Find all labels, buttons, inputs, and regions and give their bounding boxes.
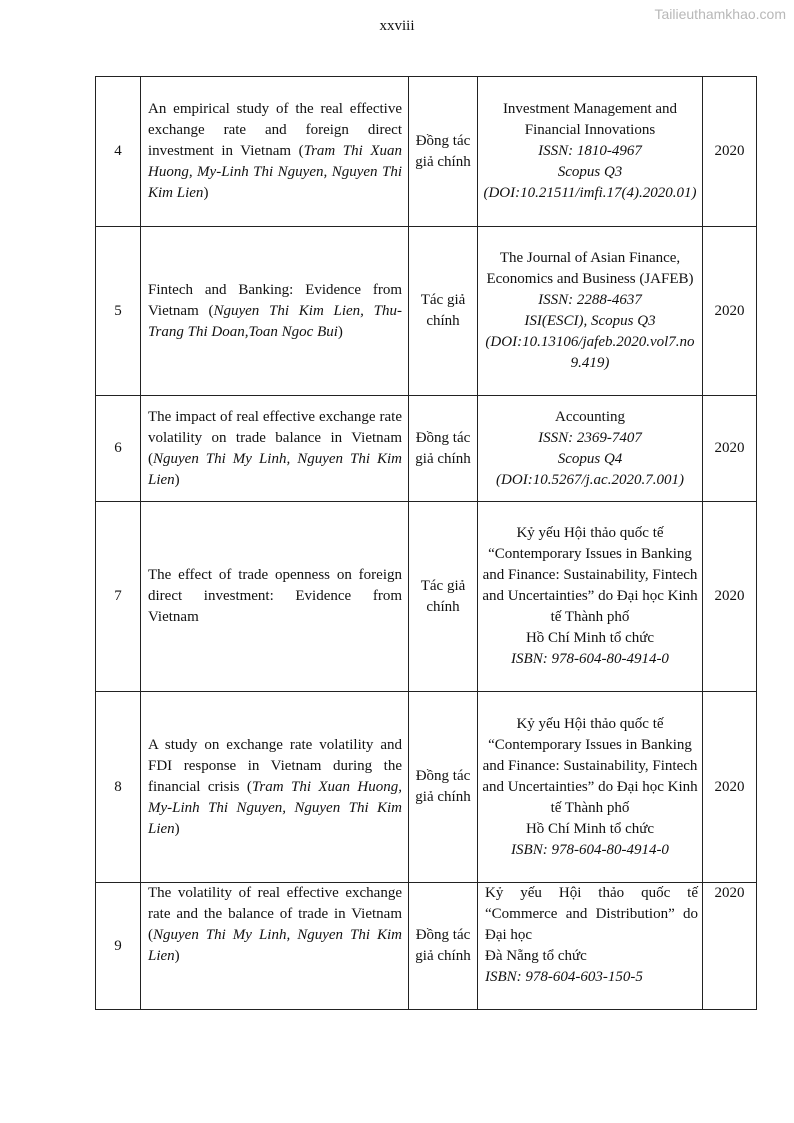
table-row	[96, 883, 757, 1010]
venue-organizer: Hồ Chí Minh tổ chức	[525, 630, 655, 646]
year: 2020	[703, 227, 757, 396]
venue-name: Kỷ yếu Hội thảo quốc tế “Commerce and Distribution” do Đại học	[485, 885, 698, 943]
venue-name: Investment Management and Financial Innovations	[502, 101, 678, 138]
venue-organizer: Đà Nẵng tổ chức	[485, 948, 587, 964]
paper-title: The effect of trade openness on foreign direct investment: Evidence from Vietnam	[148, 567, 402, 625]
venue-issn: ISSN: 2288-4637	[538, 292, 642, 308]
venue-organizer: Hồ Chí Minh tổ chức	[525, 820, 655, 837]
paper-title-cell	[141, 396, 409, 502]
watermark: Tailieuthamkhao.com	[654, 6, 786, 22]
page-number: xxviii	[379, 18, 415, 34]
venue-cell	[478, 883, 703, 1010]
author-role: Tác giả chính	[409, 502, 478, 692]
year: 2020	[703, 502, 757, 692]
venue-issn: ISSN: 2369-7407	[538, 429, 642, 446]
paper-title-end: )	[174, 948, 180, 964]
paper-title: An empirical study of the real effective exchange rate and foreign direct investment in Vietnam (	[148, 101, 402, 159]
venue-doi: (DOI:10.5267/j.ac.2020.7.001)	[496, 471, 684, 488]
venue-cell	[478, 692, 703, 883]
venue-doi: (DOI:10.13106/jafeb.2020.vol7.no9.419)	[485, 334, 695, 371]
paper-title-cell	[141, 692, 409, 883]
row-number: 5	[96, 227, 141, 396]
paper-authors: Nguyen Thi My Linh, Nguyen Thi Kim Lien	[148, 450, 402, 488]
venue-isbn: ISBN: 978-604-80-4914-0	[511, 841, 669, 858]
author-role: Đồng tác giả chính	[409, 883, 478, 1010]
paper-title: The impact of real effective exchange rate volatility on trade balance in Vietnam (	[148, 408, 402, 467]
paper-title-cell	[141, 502, 409, 692]
publications-table	[95, 76, 757, 1010]
year: 2020	[703, 77, 757, 227]
venue-isbn: ISBN: 978-604-603-150-5	[485, 969, 643, 985]
venue-index: Scopus Q3	[557, 164, 623, 180]
paper-title-end: )	[337, 323, 343, 340]
venue-doi: (DOI:10.21511/imfi.17(4).2020.01)	[483, 185, 697, 201]
paper-title-end: )	[174, 471, 180, 488]
venue-index: Scopus Q4	[557, 450, 623, 467]
venue-index: ISI(ESCI), Scopus Q3	[524, 313, 656, 329]
venue-issn: ISSN: 1810-4967	[538, 143, 642, 159]
venue-cell	[478, 227, 703, 396]
paper-title: The volatility of real effective exchange rate and the balance of trade in Vietnam (	[148, 885, 402, 943]
paper-title-cell	[141, 883, 409, 1010]
paper-authors: Nguyen Thi Kim Lien, Thu-Trang Thi Doan,Toan Ngoc Bui	[148, 302, 402, 340]
author-role: Đồng tác giả chính	[409, 396, 478, 502]
author-role: Tác giả chính	[409, 227, 478, 396]
author-role: Đồng tác giả chính	[409, 692, 478, 883]
row-number: 6	[96, 396, 141, 502]
row-number: 9	[96, 883, 141, 1010]
year: 2020	[703, 396, 757, 502]
row-number: 7	[96, 502, 141, 692]
paper-authors: Tram Thi Xuan Huong, My-Linh Thi Nguyen, Nguyen Thi Kim Lien	[148, 143, 403, 201]
year: 2020	[703, 883, 757, 1010]
paper-title-cell	[141, 77, 409, 227]
paper-title-end: )	[203, 185, 209, 201]
paper-authors: Tram Thi Xuan Huong, My-Linh Thi Nguyen, Nguyen Thi Kim Lien	[148, 778, 402, 837]
table-row	[96, 692, 757, 883]
venue-name: The Journal of Asian Finance, Economics and Business (JAFEB)	[486, 250, 694, 287]
paper-authors: Nguyen Thi My Linh, Nguyen Thi Kim Lien	[148, 927, 402, 964]
paper-title: Fintech and Banking: Evidence from Vietnam (	[148, 281, 402, 319]
table-row	[96, 396, 757, 502]
venue-isbn: ISBN: 978-604-80-4914-0	[511, 651, 669, 667]
table-row	[96, 77, 757, 227]
venue-cell	[478, 502, 703, 692]
venue-name: Kỷ yếu Hội thảo quốc tế “Contemporary Issues in Banking and Finance: Sustainability, Fintech and Uncertainties” do Đại học Kinh tế Thành phố	[482, 715, 698, 816]
venue-cell	[478, 396, 703, 502]
paper-title-cell	[141, 227, 409, 396]
year: 2020	[703, 692, 757, 883]
paper-title: A study on exchange rate volatility and FDI response in Vietnam during the financial crisis (	[148, 736, 402, 795]
row-number: 8	[96, 692, 141, 883]
row-number: 4	[96, 77, 141, 227]
paper-title-end: )	[174, 820, 180, 837]
author-role: Đồng tác giả chính	[409, 77, 478, 227]
venue-name: Accounting	[555, 408, 625, 425]
table-row	[96, 227, 757, 396]
venue-name: Kỷ yếu Hội thảo quốc tế “Contemporary Issues in Banking and Finance: Sustainability, Fintech and Uncertainties” do Đại học Kinh tế Thành phố	[482, 525, 698, 625]
venue-cell	[478, 77, 703, 227]
table-row	[96, 502, 757, 692]
